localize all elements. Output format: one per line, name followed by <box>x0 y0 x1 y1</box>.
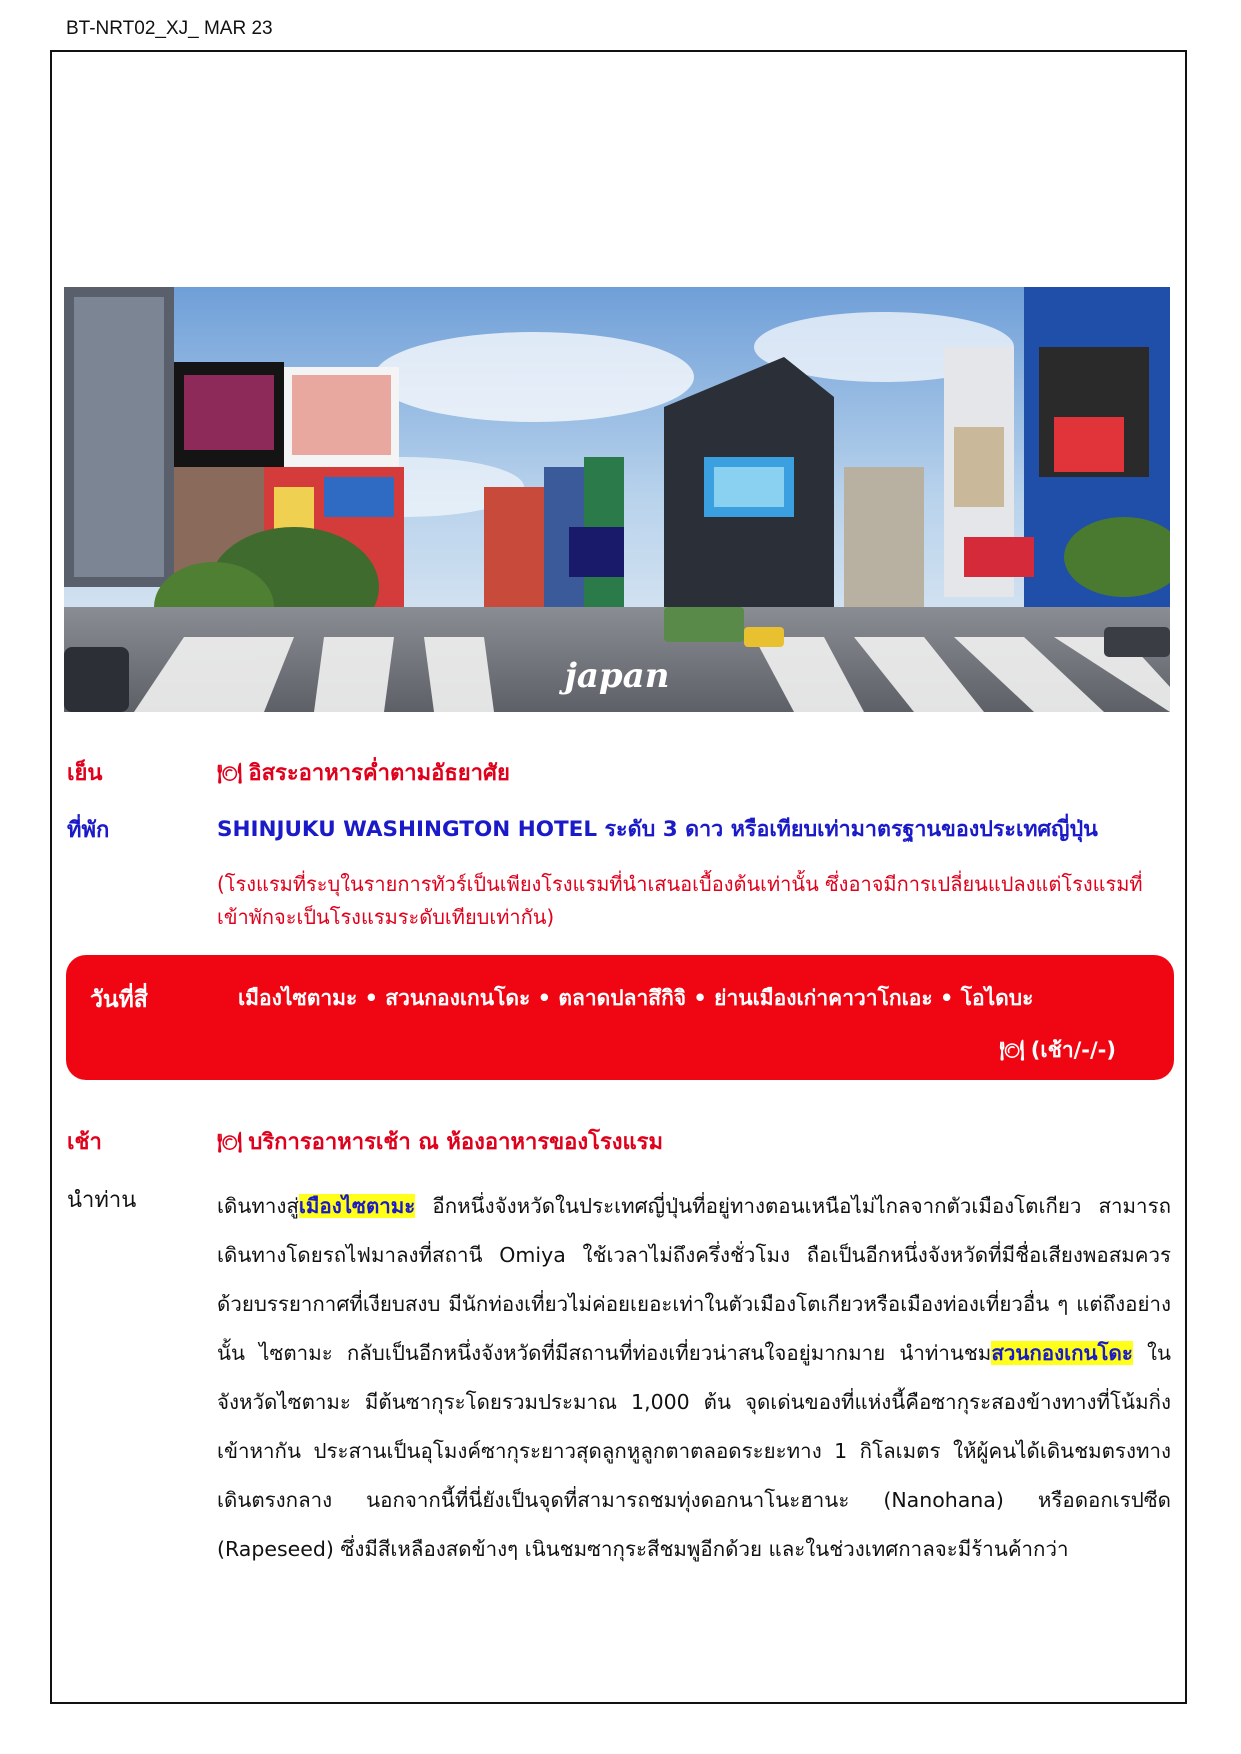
banner-photo <box>64 287 1170 712</box>
itinerary-text-1: เดินทางสู่ <box>217 1194 299 1218</box>
itinerary-text-3: ในจังหวัดไซตามะ มีต้นซากุระโดยรวมประมาณ 1,000 ต้น จุดเด่นของที่แห่งนี้คือซากุระสองข้างทางที่โน้มกิ่งเข้าหากัน ประสานเป็นอุโมงค์ซากุระยาวสุดลูกหูลูกตาตลอดระยะทาง 1 กิโลเมตร ให้ผู้คนได้เดินชมตรงทางเดินตรงกลาง นอกจากนี้ที่นี่ยังเป็นจุดที่สามารถชมทุ่งดอกนาโนะฮานะ (Nanohana) หรือดอกเรปซีด (Rapeseed) ซึ่งมีสีเหลืองสดข้างๆ เนินชมซากุระสีชมพูอีกด้วย และในช่วงเทศกาลจะมีร้านค้ากว่า <box>217 1341 1171 1561</box>
plate-icon: 🍽 <box>217 761 243 785</box>
hotel-label: ที่พัก <box>67 818 110 843</box>
plate-icon: 🍽 <box>999 1038 1025 1062</box>
itinerary-paragraph <box>217 1182 1171 1574</box>
breakfast-content <box>217 1124 1171 1159</box>
breakfast-label: เช้า <box>67 1130 102 1155</box>
itinerary-label: นำท่าน <box>67 1188 137 1213</box>
day-title: เมืองไซตามะ • สวนกองเกนโดะ • ตลาดปลาสึกิจิ • ย่านเมืองเก่าคาวาโกเอะ • โอไดบะ <box>238 986 1034 1010</box>
dinner-content <box>217 755 1171 790</box>
day-meals <box>999 1034 1116 1067</box>
day-label: วันที่สี่ <box>90 987 148 1013</box>
plate-icon: 🍽 <box>217 1130 243 1154</box>
dinner-text: อิสระอาหารค่ำตามอัธยาศัย <box>248 761 510 786</box>
highlight-gongendo: สวนกองเกนโดะ <box>991 1341 1133 1365</box>
city-scene-illustration <box>64 287 1170 712</box>
breakfast-text: บริการอาหารเช้า ณ ห้องอาหารของโรงแรม <box>248 1130 663 1155</box>
dinner-label: เย็น <box>67 761 103 786</box>
hotel-note: (โรงแรมที่ระบุในรายการทัวร์เป็นเพียงโรงแรมที่นำเสนอเบื้องต้นเท่านั้น ซึ่งอาจมีการเปลี่ยนแปลงแต่โรงแรมที่เข้าพักจะเป็นโรงแรมระดับเทียบเท่ากัน) <box>217 872 1143 929</box>
day-meals-text: (เช้า/-/-) <box>1030 1038 1116 1062</box>
itinerary-text-2: อีกหนึ่งจังหวัดในประเทศญี่ปุ่นที่อยู่ทางตอนเหนือไม่ไกลจากตัวเมืองโตเกียว สามารถเดินทางโดยรถไฟมาลงที่สถานี Omiya ใช้เวลาไม่ถึงครึ่งชั่วโมง ถือเป็นอีกหนึ่งจังหวัดที่มีชื่อเสียงพอสมควร ด้วยบรรยากาศที่เงียบสงบ มีนักท่องเที่ยวไม่ค่อยเยอะเท่าในตัวเมืองโตเกียวหรือเมืองท่องเที่ยวอื่น ๆ แต่ถึงอย่างนั้น ไซตามะ กลับเป็นอีกหนึ่งจังหวัดที่มีสถานที่ท่องเที่ยวน่าสนใจอยู่มากมาย นำท่านชม <box>217 1194 1171 1365</box>
document-code: BT-NRT02_XJ_ MAR 23 <box>66 18 273 39</box>
highlight-saitama: เมืองไซตามะ <box>298 1194 416 1218</box>
day-header-band <box>66 955 1174 1080</box>
banner-caption: japan <box>564 656 670 696</box>
hotel-name: SHINJUKU WASHINGTON HOTEL ระดับ 3 ดาว หรือเทียบเท่ามาตรฐานของประเทศญี่ปุ่น <box>217 817 1098 842</box>
